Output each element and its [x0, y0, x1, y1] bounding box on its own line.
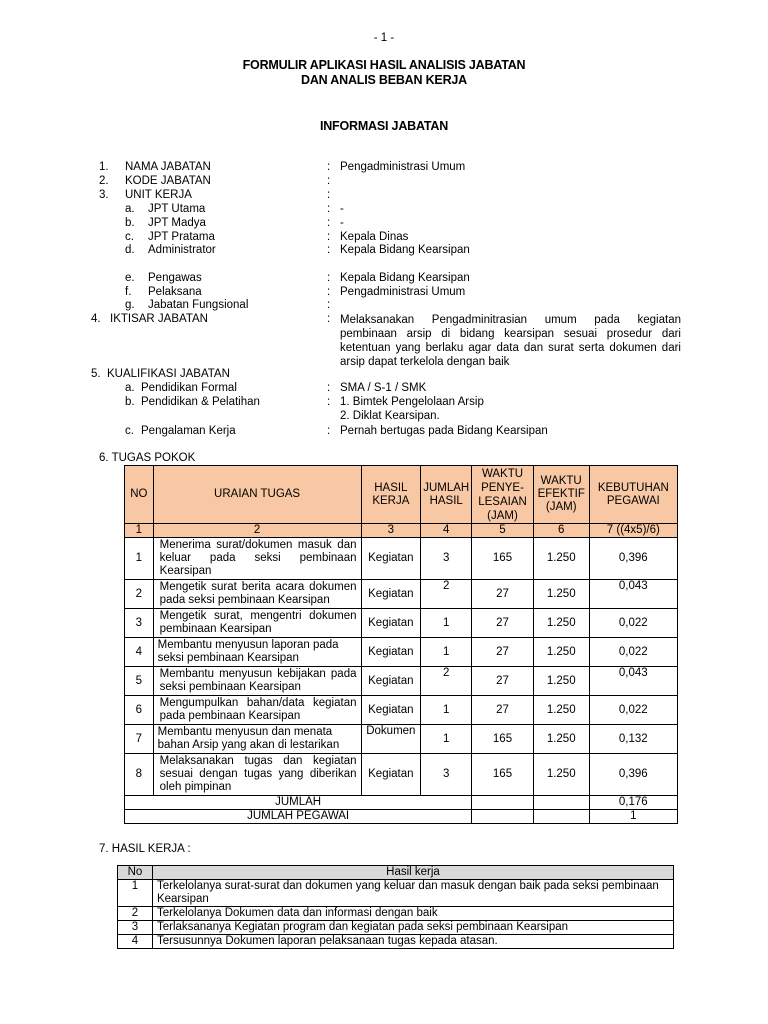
cell-hasil: Kegiatan	[361, 667, 421, 696]
item-value: Pernah bertugas pada Bidang Kearsipan	[340, 425, 548, 437]
item-number: 5.	[91, 368, 101, 380]
colon: :	[327, 396, 331, 408]
cell-jumlah: 1	[421, 725, 472, 754]
colon: :	[327, 425, 331, 437]
cell-no: 7	[125, 725, 154, 754]
cell-hasil: Kegiatan	[361, 538, 421, 580]
cell-jumlah: 1	[421, 696, 472, 725]
cell-efektif: 1.250	[533, 754, 589, 796]
iktisar-text: Melaksanakan Pengadminitrasian umum pada kegiatan pembinaan arsip di bidang kearsipan sesuai prosedur dari ketentuan yang berlaku agar data dan surat serta dokumen dari arsip dapat terkelola dengan baik	[340, 314, 681, 368]
item-letter: a.	[125, 382, 135, 394]
item-label: NAMA JABATAN	[125, 161, 211, 173]
cell-uraian: Mengumpulkan bahan/data kegiatan pada pembinaan Kearsipan	[153, 696, 361, 725]
item-letter: g.	[125, 299, 135, 311]
table-row	[125, 725, 678, 754]
cell-hasil: Terkelolanya Dokumen data dan informasi dengan baik	[152, 907, 673, 921]
item-letter: b.	[125, 396, 135, 408]
colon: :	[327, 244, 331, 256]
cell-no: 2	[118, 907, 153, 921]
cell-waktu: 27	[472, 667, 534, 696]
item-number: 1.	[99, 161, 109, 173]
empty-cell	[533, 796, 589, 810]
item-label: Pengalaman Kerja	[141, 425, 236, 437]
cell-jumlah: 2	[421, 580, 472, 609]
item-letter: f.	[125, 286, 132, 298]
table-row	[118, 935, 674, 949]
colon: :	[327, 272, 331, 284]
item-label: IKTISAR JABATAN	[110, 313, 208, 325]
cell-hasil: Kegiatan	[361, 638, 421, 667]
header-text: WAKTU	[481, 467, 524, 480]
item-value: Kepala Bidang Kearsipan	[340, 272, 470, 284]
item-value: -	[340, 217, 344, 229]
item-value: Kepala Dinas	[340, 231, 409, 243]
item-value: Pengadministrasi Umum	[340, 286, 466, 298]
cell-efektif: 1.250	[533, 667, 589, 696]
item-label: JPT Pratama	[148, 231, 215, 243]
cell-jumlah: 1	[421, 638, 472, 667]
cell-jumlah: 2	[421, 667, 472, 696]
colon: :	[327, 203, 331, 215]
cell-hasil: Kegiatan	[361, 696, 421, 725]
item-letter: d.	[125, 244, 135, 256]
column-number-row	[125, 524, 678, 538]
colon: :	[327, 231, 331, 243]
item-number: 2.	[99, 175, 109, 187]
cell-kebutuhan: 0,396	[589, 538, 677, 580]
header-text: PENYE-	[481, 481, 524, 494]
cell-efektif: 1.250	[533, 696, 589, 725]
cell-uraian: Membantu menyusun laporan pada seksi pembinaan Kearsipan	[153, 638, 361, 667]
cell-kebutuhan: 0,396	[589, 754, 677, 796]
item-label: Administrator	[148, 244, 216, 256]
table-row	[118, 907, 674, 921]
cell-no: 3	[118, 921, 153, 935]
col-header-kebutuhan	[589, 466, 677, 524]
cell-kebutuhan: 0,043	[589, 580, 677, 609]
tugas-pokok-table	[124, 465, 678, 824]
table-row	[125, 538, 678, 580]
item-letter: e.	[125, 272, 135, 284]
item-label: Pendidikan Formal	[141, 382, 237, 394]
header-text: HASIL	[429, 494, 463, 507]
cell-efektif: 1.250	[533, 638, 589, 667]
cell-kebutuhan: 0,132	[589, 725, 677, 754]
colon: :	[327, 382, 331, 394]
header-text: PEGAWAI	[606, 494, 660, 507]
cell-hasil: Dokumen	[361, 725, 421, 754]
header-text: (JAM)	[487, 509, 518, 522]
colon: :	[327, 189, 331, 201]
table-header-row	[118, 866, 674, 880]
cell-uraian: Membantu menyusun kebijakan pada seksi pembinaan Kearsipan	[153, 667, 361, 696]
header-text: HASIL	[374, 481, 408, 494]
empty-cell	[472, 796, 534, 810]
cell-no: 3	[125, 609, 154, 638]
header-text: WAKTU	[540, 475, 582, 487]
header-text: JUMLAH	[423, 481, 470, 494]
item-letter: b.	[125, 217, 135, 229]
cell-efektif: 1.250	[533, 538, 589, 580]
col-header-waktu-penyelesaian	[472, 466, 534, 524]
header-text: (JAM)	[545, 501, 577, 513]
cell-jumlah: 3	[421, 754, 472, 796]
col-header-no: No	[118, 866, 153, 880]
col-header-waktu-efektif	[533, 466, 589, 524]
cell-no: 1	[125, 538, 154, 580]
cell-no: 4	[125, 638, 154, 667]
item-number: 4.	[91, 313, 101, 325]
cell-hasil: Kegiatan	[361, 609, 421, 638]
table-row	[125, 696, 678, 725]
cell-no: 2	[125, 580, 154, 609]
cell-efektif: 1.250	[533, 725, 589, 754]
header-text: LESAIAN	[478, 495, 527, 508]
cell-waktu: 27	[472, 580, 534, 609]
item-number: 3.	[99, 189, 109, 201]
table-row	[125, 754, 678, 796]
cell-waktu: 165	[472, 538, 534, 580]
col-number: 7 ((4x5)/6)	[589, 524, 677, 538]
table-row	[125, 580, 678, 609]
item-label: KODE JABATAN	[125, 175, 211, 187]
item-value: Pengadministrasi Umum	[340, 161, 466, 173]
cell-uraian: Mengetik surat berita acara dokumen pada seksi pembinaan Kearsipan	[153, 580, 361, 609]
cell-no: 8	[125, 754, 154, 796]
cell-no: 6	[125, 696, 154, 725]
hasil-kerja-table	[117, 865, 674, 949]
section-title: INFORMASI JABATAN	[319, 119, 449, 133]
table-row	[125, 667, 678, 696]
form-title-line1: FORMULIR APLIKASI HASIL ANALISIS JABATAN	[242, 58, 526, 72]
colon: :	[327, 313, 331, 325]
cell-hasil: Tersusunnya Dokumen laporan pelaksanaan tugas kepada atasan.	[152, 935, 673, 949]
colon: :	[327, 161, 331, 173]
cell-jumlah: 1	[421, 609, 472, 638]
cell-waktu: 165	[472, 754, 534, 796]
jumlah-pegawai-label: JUMLAH PEGAWAI	[125, 810, 472, 824]
item-label: Pengawas	[148, 272, 202, 284]
col-number: 2	[153, 524, 361, 538]
col-header-no: NO	[125, 466, 154, 524]
item-label: UNIT KERJA	[125, 189, 192, 201]
item-letter: c.	[125, 425, 134, 437]
cell-uraian: Membantu menyusun dan menata bahan Arsip yang akan di lestarikan	[153, 725, 361, 754]
item-label: Jabatan Fungsional	[148, 299, 249, 311]
col-header-uraian: URAIAN TUGAS	[153, 466, 361, 524]
table-row	[118, 880, 674, 907]
form-title-line2: DAN ANALIS BEBAN KERJA	[301, 73, 467, 87]
cell-waktu: 27	[472, 609, 534, 638]
col-header-jumlah	[421, 466, 472, 524]
cell-no: 4	[118, 935, 153, 949]
cell-kebutuhan: 0,022	[589, 609, 677, 638]
cell-hasil: Terkelolanya surat-surat dan dokumen yang keluar dan masuk dengan baik pada seksi pembinaan Kearsipan	[152, 880, 673, 907]
table-header-row	[125, 466, 678, 524]
cell-no: 5	[125, 667, 154, 696]
item-label: JPT Utama	[148, 203, 206, 215]
jumlah-row	[125, 796, 678, 810]
item-letter: a.	[125, 203, 135, 215]
cell-uraian: Menerima surat/dokumen masuk dan keluar pada seksi pembinaan Kearsipan	[153, 538, 361, 580]
col-number: 4	[421, 524, 472, 538]
item-label: JPT Madya	[148, 217, 206, 229]
colon: :	[327, 217, 331, 229]
hasil-kerja-heading: 7. HASIL KERJA :	[99, 843, 191, 855]
tugas-pokok-heading: 6. TUGAS POKOK	[99, 452, 196, 464]
item-value: SMA / S-1 / SMK	[340, 382, 427, 394]
jumlah-pegawai-row	[125, 810, 678, 824]
empty-cell	[472, 810, 534, 824]
table-row	[125, 609, 678, 638]
item-value: -	[340, 203, 344, 215]
cell-kebutuhan: 0,043	[589, 667, 677, 696]
item-letter: c.	[125, 231, 134, 243]
cell-hasil: Kegiatan	[361, 580, 421, 609]
item-label: Pelaksana	[148, 286, 202, 298]
item-label: KUALIFIKASI JABATAN	[107, 368, 230, 380]
cell-kebutuhan: 0,022	[589, 696, 677, 725]
col-number: 5	[472, 524, 534, 538]
colon: :	[327, 175, 331, 187]
jumlah-value: 0,176	[589, 796, 677, 810]
col-header-hasil-kerja: Hasil kerja	[152, 866, 673, 880]
jumlah-label: JUMLAH	[125, 796, 472, 810]
cell-no: 1	[118, 880, 153, 907]
col-number: 3	[361, 524, 421, 538]
cell-uraian: Melaksanakan tugas dan kegiatan sesuai dengan tugas yang diberikan oleh pimpinan	[153, 754, 361, 796]
item-value: Kepala Bidang Kearsipan	[340, 244, 470, 256]
item-label: Pendidikan & Pelatihan	[141, 396, 260, 408]
header-text: EFEKTIF	[537, 488, 585, 500]
item-value: 2. Diklat Kearsipan.	[340, 410, 440, 422]
table-row	[125, 638, 678, 667]
cell-efektif: 1.250	[533, 609, 589, 638]
table-row	[118, 921, 674, 935]
item-value: 1. Bimtek Pengelolaan Arsip	[340, 396, 484, 408]
cell-uraian: Mengetik surat, mengentri dokumen pembinaan Kearsipan	[153, 609, 361, 638]
col-number: 6	[533, 524, 589, 538]
cell-hasil: Terlaksananya Kegiatan program dan kegiatan pada seksi pembinaan Kearsipan	[152, 921, 673, 935]
jumlah-pegawai-value: 1	[589, 810, 677, 824]
cell-efektif: 1.250	[533, 580, 589, 609]
header-text: KERJA	[372, 494, 410, 507]
colon: :	[327, 299, 331, 311]
cell-kebutuhan: 0,022	[589, 638, 677, 667]
cell-jumlah: 3	[421, 538, 472, 580]
cell-waktu: 27	[472, 696, 534, 725]
cell-waktu: 27	[472, 638, 534, 667]
empty-cell	[533, 810, 589, 824]
cell-waktu: 165	[472, 725, 534, 754]
col-header-hasil	[361, 466, 421, 524]
colon: :	[327, 286, 331, 298]
header-text: KEBUTUHAN	[597, 481, 669, 494]
cell-hasil: Kegiatan	[361, 754, 421, 796]
col-number: 1	[125, 524, 154, 538]
page-number: - 1 -	[373, 32, 395, 44]
